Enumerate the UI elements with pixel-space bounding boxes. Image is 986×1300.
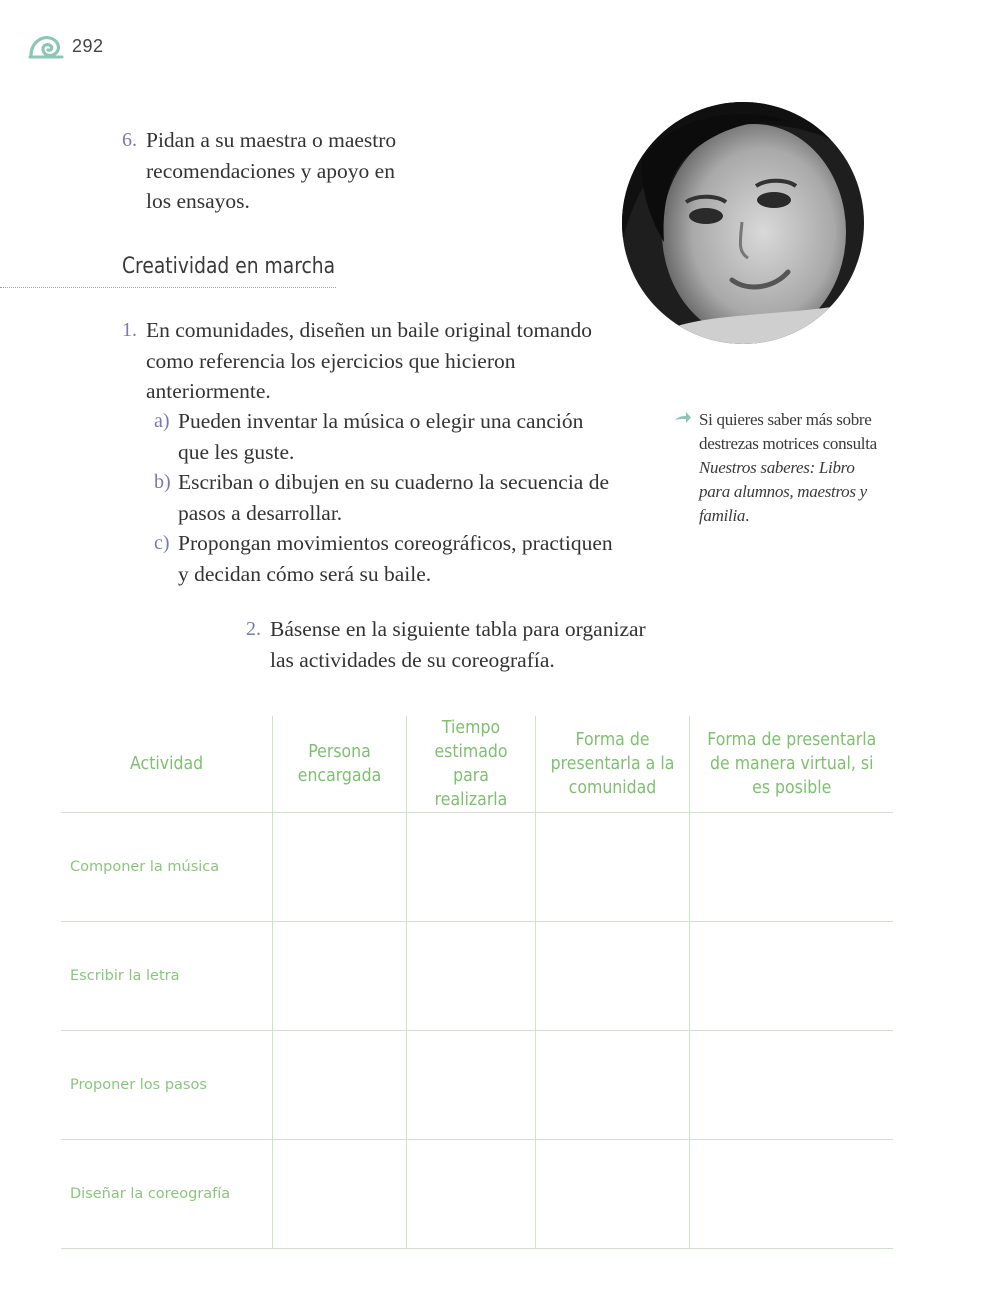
substep-text: Pueden inventar la música o elegir una canción que les guste. [178, 409, 584, 464]
column-header: Actividad [61, 716, 272, 813]
step-number: 1. [122, 319, 137, 341]
activities-table [61, 716, 893, 1249]
activity-label: Componer la música [61, 813, 272, 922]
substep-b [154, 467, 614, 528]
blank-cell[interactable] [406, 813, 535, 922]
table-row [61, 813, 893, 922]
spiral-logo-icon [28, 32, 64, 60]
step-text: Básense en la siguiente tabla para organizar las actividades de su coreografía. [270, 617, 646, 672]
substep-text: Escriban o dibujen en su cuaderno la secuencia de pasos a desarrollar. [178, 470, 610, 525]
column-header: Forma de presentarla a la comunidad [535, 716, 689, 813]
blank-cell[interactable] [689, 1031, 893, 1140]
substep-label: a) [154, 410, 170, 432]
substep-text: Propongan movimientos coreográficos, practiquen y decidan cómo será su baile. [178, 531, 613, 586]
section-divider [0, 287, 336, 288]
substep-c [154, 528, 614, 589]
blank-cell[interactable] [535, 1031, 689, 1140]
substep-a [154, 406, 614, 467]
reference-note-text: Si quieres saber más sobre destrezas motrices consulta Nuestros saberes: Libro para alumnos, maestros y familia. [699, 410, 877, 525]
blank-cell[interactable] [535, 1140, 689, 1249]
book-title: Nuestros saberes: Libro para alumnos, maestros y familia [699, 458, 867, 525]
substep-label: c) [154, 532, 170, 554]
blank-cell[interactable] [406, 922, 535, 1031]
activity-label: Escribir la letra [61, 922, 272, 1031]
step-number: 6. [122, 129, 137, 151]
blank-cell[interactable] [406, 1031, 535, 1140]
student-portrait-photo [622, 102, 864, 344]
table-header-row [61, 716, 893, 813]
blank-cell[interactable] [272, 922, 406, 1031]
arrow-right-icon [674, 411, 692, 425]
step-6 [122, 125, 422, 217]
blank-cell[interactable] [272, 1140, 406, 1249]
activity-label: Diseñar la coreografía [61, 1140, 272, 1249]
blank-cell[interactable] [535, 813, 689, 922]
step-1 [122, 315, 602, 407]
section-title: Creatividad en marcha [122, 254, 336, 279]
page-number [28, 32, 104, 60]
blank-cell[interactable] [689, 922, 893, 1031]
activity-label: Proponer los pasos [61, 1031, 272, 1140]
blank-cell[interactable] [406, 1140, 535, 1249]
blank-cell[interactable] [689, 813, 893, 922]
step-text: En comunidades, diseñen un baile original tomando como referencia los ejercicios que hicieron anteriormente. [146, 318, 593, 403]
substep-label: b) [154, 471, 171, 493]
blank-cell[interactable] [535, 922, 689, 1031]
table-row [61, 922, 893, 1031]
blank-cell[interactable] [272, 1031, 406, 1140]
blank-cell[interactable] [689, 1140, 893, 1249]
table-row [61, 1031, 893, 1140]
reference-note [674, 408, 884, 528]
column-header: Forma de presentarla de manera virtual, si es posible [689, 716, 893, 813]
step-text: Pidan a su maestra o maestro recomendaciones y apoyo en los ensayos. [146, 128, 397, 213]
table-row [61, 1140, 893, 1249]
column-header: Tiempo estimado para realizarla [406, 716, 535, 813]
page-number-text: 292 [72, 35, 104, 56]
blank-cell[interactable] [272, 813, 406, 922]
step-2 [246, 614, 666, 675]
step-number: 2. [246, 618, 261, 640]
column-header: Persona encargada [272, 716, 406, 813]
